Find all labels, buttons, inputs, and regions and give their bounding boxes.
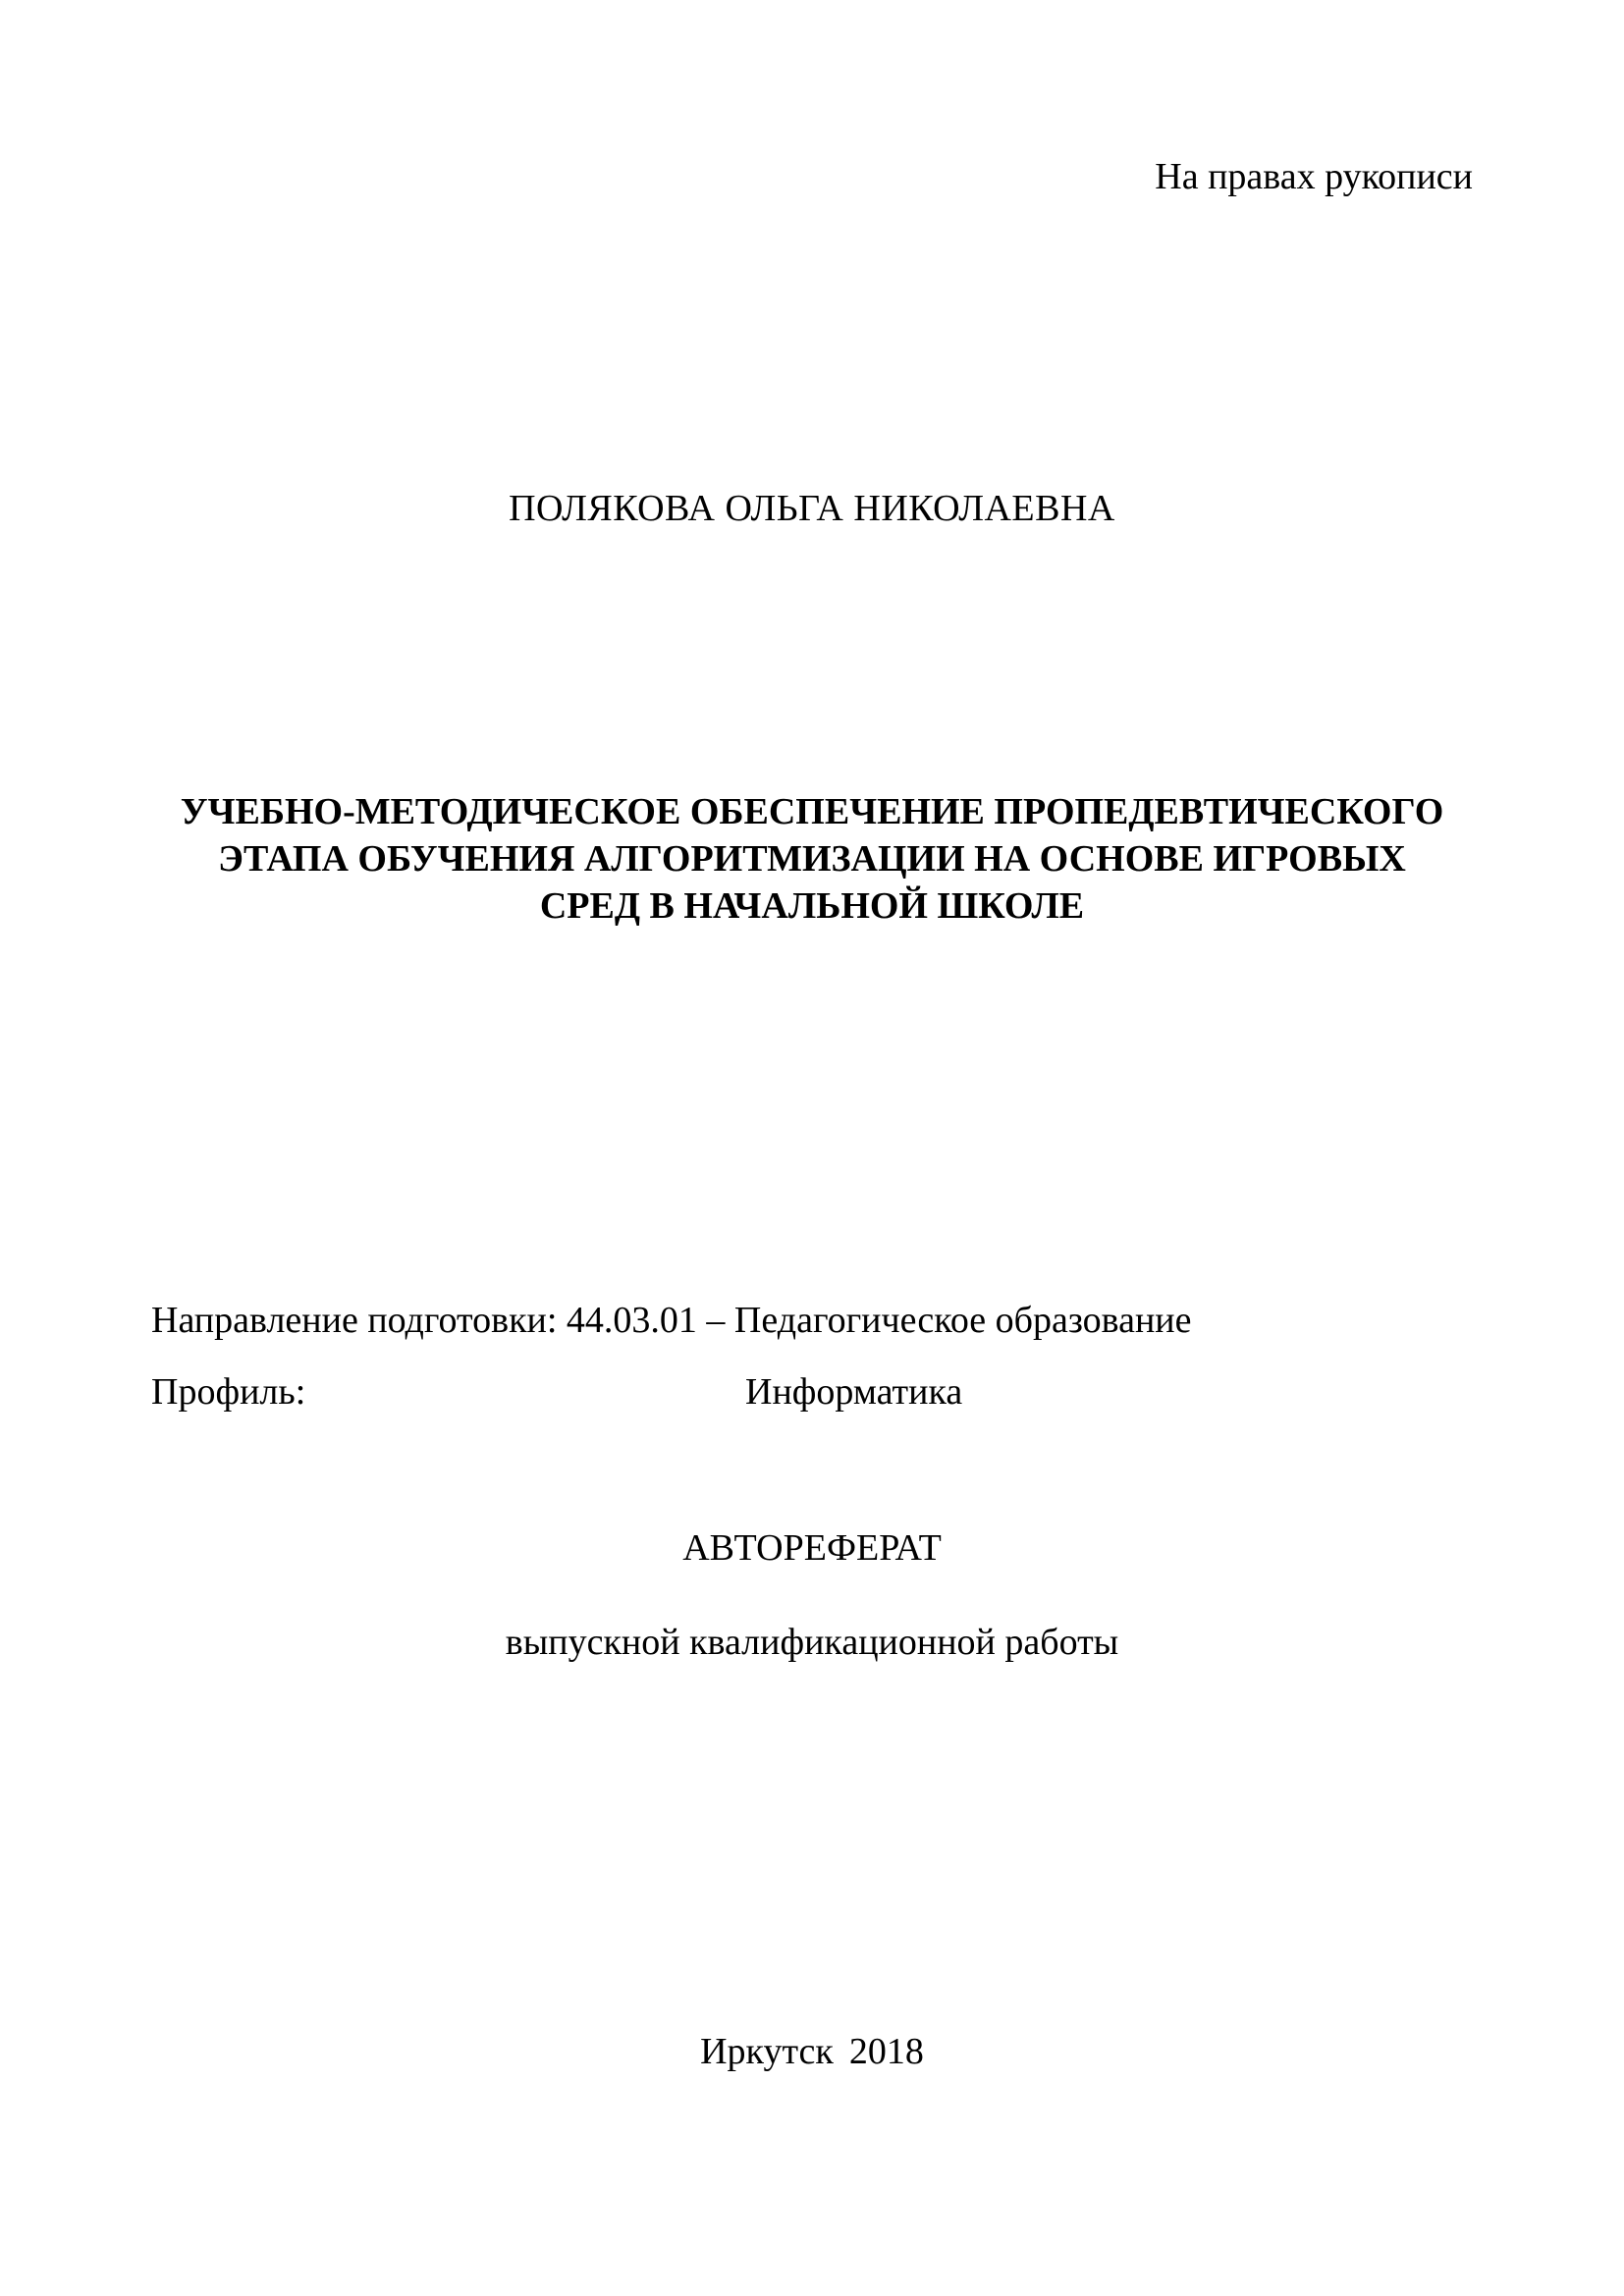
- document-type: АВТОРЕФЕРАТ: [682, 1527, 942, 1569]
- city: Иркутск: [700, 2031, 834, 2072]
- profile-value: Информатика: [745, 1371, 963, 1413]
- document-subtype: выпускной квалификационной работы: [505, 1622, 1119, 1663]
- author-name: ПОЛЯКОВА ОЛЬГА НИКОЛАЕВНА: [509, 488, 1115, 529]
- thesis-title-line-2: ЭТАПА ОБУЧЕНИЯ АЛГОРИТМИЗАЦИИ НА ОСНОВЕ ИГРОВЫХ: [218, 838, 1406, 880]
- training-direction: Направление подготовки: 44.03.01 – Педагогическое образование: [151, 1300, 1192, 1341]
- profile-label: Профиль:: [151, 1371, 306, 1413]
- thesis-title: [0, 788, 1624, 930]
- year: 2018: [848, 2031, 924, 2072]
- thesis-title-line-1: УЧЕБНО-МЕТОДИЧЕСКОЕ ОБЕСПЕЧЕНИЕ ПРОПЕДЕВТИЧЕСКОГО: [180, 791, 1444, 832]
- rights-note: На правах рукописи: [1155, 156, 1473, 197]
- thesis-title-line-3: СРЕД В НАЧАЛЬНОЙ ШКОЛЕ: [539, 885, 1085, 927]
- place-and-year: [0, 2030, 1624, 2075]
